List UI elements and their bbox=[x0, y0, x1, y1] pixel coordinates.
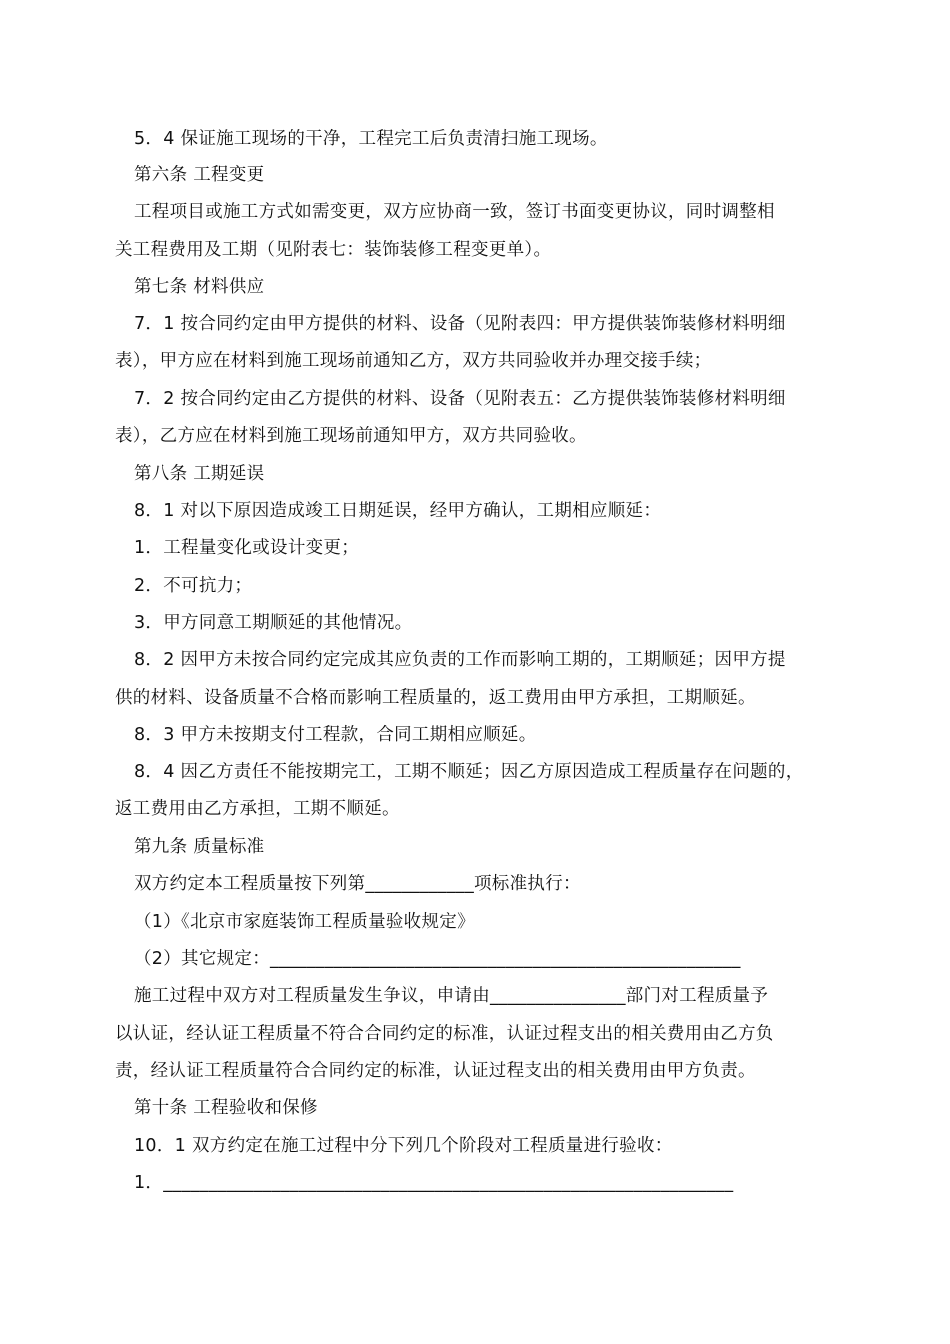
acceptance-stage-1: 1．_______________________________________________________________ bbox=[134, 1173, 734, 1193]
quality-standard-option-2: （2）其它规定：____________________________________________________ bbox=[134, 949, 741, 969]
clause-8-2-line-2: 供的材料、设备质量不合格而影响工程质量的，返工费用由甲方承担，工期顺延。 bbox=[115, 688, 756, 708]
clause-5-4: 5．4 保证施工现场的干净，工程完工后负责清扫施工现场。 bbox=[134, 129, 608, 149]
clause-7-2-line-1: 7．2 按合同约定由乙方提供的材料、设备（见附表五：乙方提供装饰装修材料明细 bbox=[134, 389, 786, 409]
article-10-heading: 第十条 工程验收和保修 bbox=[134, 1098, 318, 1118]
quality-dispute-line-3: 责，经认证工程质量符合合同约定的标准，认证过程支出的相关费用由甲方负责。 bbox=[115, 1061, 756, 1081]
article-8-heading: 第八条 工期延误 bbox=[134, 464, 265, 484]
clause-8-4-line-2: 返工费用由乙方承担，工期不顺延。 bbox=[115, 799, 400, 819]
quality-standard-choice: 双方约定本工程质量按下列第____________项标准执行： bbox=[134, 874, 581, 894]
article-6-heading: 第六条 工程变更 bbox=[134, 165, 265, 185]
clause-8-1-item-1: 1．工程量变化或设计变更； bbox=[134, 538, 360, 558]
quality-dispute-line-1: 施工过程中双方对工程质量发生争议，申请由_______________部门对工程质量予 bbox=[134, 986, 769, 1006]
article-6-paragraph-line-2: 关工程费用及工期（见附表七：装饰装修工程变更单）。 bbox=[115, 240, 552, 260]
clause-8-1: 8．1 对以下原因造成竣工日期延误，经甲方确认，工期相应顺延： bbox=[134, 501, 662, 521]
quality-standard-option-1: （1）《北京市家庭装饰工程质量验收规定》 bbox=[134, 912, 475, 932]
clause-10-1: 10．1 双方约定在施工过程中分下列几个阶段对工程质量进行验收： bbox=[134, 1136, 673, 1156]
clause-8-4-line-1: 8．4 因乙方责任不能按期完工，工期不顺延；因乙方原因造成工程质量存在问题的， bbox=[134, 762, 804, 782]
clause-7-1-line-2: 表），甲方应在材料到施工现场前通知乙方，双方共同验收并办理交接手续； bbox=[115, 351, 712, 371]
clause-8-1-item-3: 3．甲方同意工期顺延的其他情况。 bbox=[134, 613, 413, 633]
article-7-heading: 第七条 材料供应 bbox=[134, 277, 265, 297]
quality-dispute-line-2: 以认证，经认证工程质量不符合合同约定的标准，认证过程支出的相关费用由乙方负 bbox=[115, 1024, 774, 1044]
clause-7-2-line-2: 表），乙方应在材料到施工现场前通知甲方，双方共同验收。 bbox=[115, 426, 587, 446]
clause-8-3: 8．3 甲方未按期支付工程款，合同工期相应顺延。 bbox=[134, 725, 537, 745]
clause-7-1-line-1: 7．1 按合同约定由甲方提供的材料、设备（见附表四：甲方提供装饰装修材料明细 bbox=[134, 314, 786, 334]
clause-8-1-item-2: 2．不可抗力； bbox=[134, 576, 253, 596]
article-9-heading: 第九条 质量标准 bbox=[134, 837, 265, 857]
clause-8-2-line-1: 8．2 因甲方未按合同约定完成其应负责的工作而影响工期的，工期顺延；因甲方提 bbox=[134, 650, 786, 670]
article-6-paragraph-line-1: 工程项目或施工方式如需变更，双方应协商一致，签订书面变更协议，同时调整相 bbox=[134, 202, 775, 222]
